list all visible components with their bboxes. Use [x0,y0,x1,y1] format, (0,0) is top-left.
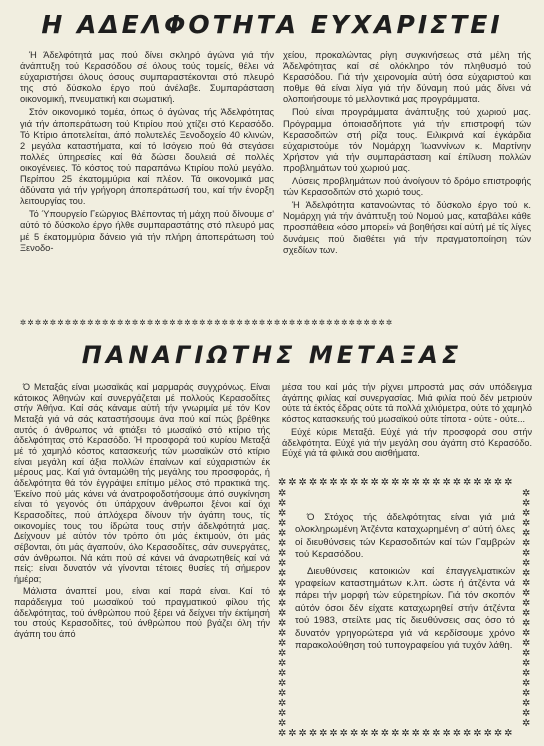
article2-left-column [14,382,270,738]
article1-paragraph: Λύσεις προβλημάτων πού άνοίγουν τό δρόμο επιστροφής τών Κερασοδιτών στό χωριό τους. [283,176,531,198]
article1-paragraph: Τό Ύπουργείο Γεώργιος Βλέποντας τή μάχη πού δίνουμε σ' αύτό τό δύσκολο έργο ήλθε συμπαραστάτης στό πλευρό μας μέ 5 έκατομμύρια δάνειο γιά τήν πλήρη άποπεράτωση τού Ξενοδο- [20,209,274,253]
article1-paragraph: Στόν οικονομικό τομέα, όπως ό άγώνας τής Άδελφότητας γιά τήν άποπεράτωση τού Κτιρίου πού χτίζει στό Κερασόδο. Τό Κτίριο άποτελείται, άπό πολυτελές Ξενοδοχείο 40 κλινών, 2 μεγάλα καταστήματα, καί τό Ισόγειο πού θά στεγάσει πολλές ύπηρεσίες καί θά δώσει δουλειά σέ πολλές οικογένειες. Τό κόστος τού παραπάνω Κτιρίου πολύ μεγάλο. Περίπου 25 έκατομμύρια καί πλέον. Τά οικονομικά μας άδύνατα γιά τήν γρήγορη άποπεράτωσή του, καί τήν ένορξη λειτουργίας του. [20,107,274,207]
article2-paragraph: Ό Μεταξάς είναι μωσαϊκάς καί μαρμαράς συγχρόνως. Είναι κάτοικος Άθηνών καί συνεργάζεται μέ πολλούς Κερασοδίτες στήν Άθήνα. Καί σάς κάναμε αύτή τήν γνωριμία μέ τόν Κον Μεταξά γιά νά σάς καταστήσουμε άνα πού καί πώς βρέθηκε αυτός ό άνθρωπος νά φτιάξει τό μωσαϊκό στό κτίριο τής άδελφότητας στό Κερασόδο. Ή προσφορά τού κυρίου Μεταξά μέ τό χαμηλό κόστος κατασκευής τών μωσαϊκών στό κτίριο είναι μεγάλη καί άξια πολλών έπαίνων καί εύχαριστιών έκ μέρους μας. Καί γιά όνταμώθη τής μεγάλης του προσφοράς, ή άδελφότητα θά τόν έγγράψει επίτιμο μέλος στό πρακτικά της. Έκείνο πού μάς κάνει νά άνατροφοδοτήσουμε άπό συγκίνηση είναι τό γεγονός ότι ύπάρχουν άνθρωποι ξένοι καί όχι Κερασοδίτες, πού άπλόχερα δίνουν τήν άγάπη τους, τίς οικονομίες τους του ίδρώτα τους στήν άδελφότητά μας. Δείχνουν μέ αύτόν τόν τρόπο ότι μάς έκτιμούν, ότι μάς σέβονται, ότι μάς άγαπούν, όλο Κερασοδίτες, σάν συνεργάτες, σάν άνθρωποι. Νά κάτι πού σέ κάνει νά άναρωτηθείς καί νά πείς: είναι δυνατόν νά γίνονται τέτοιες θυσίες τή σήμερον ήμέρα; [14,382,270,584]
agenda-notice-box [278,478,532,740]
notice-text [295,512,515,656]
article2-paragraph: Εύχέ κύριε Μεταξά. Εύχέ γιά τήν προσφορά σου στήν άδελφότητα. Εύχέ γιά τήν μεγάλη σου άγάπη στό Κερασόδο. Εύχέ γιά τά φιλικά σου αισθήματα. [282,426,532,459]
notice-border-right: ✲✲✲✲✲✲✲✲✲✲✲✲✲✲✲✲✲✲✲✲✲✲✲✲ [522,489,531,729]
article-title-panagiotis-metaxas: ΠΑΝΑΓΙΩΤΗΣ ΜΕΤΑΞΑΣ [81,341,463,369]
article1-paragraph: Ή Άδελφότητά μας πού δίνει σκληρό άγώνα γιά τήν άνάπτυξη τού Κερασόδου σέ όλους τούς τομείς, θέλει νά εύχαριστήσει όλους όσους συμπαραστέκονται στό πλευρό της στό δύσκολο έργο πού άνέλαβε. Συμπαράσταση οικονομική, πνευματική και σωματική. [20,50,274,105]
article1-right-column [283,50,531,320]
notice-border-top: ✲✲✲✲✲✲✲✲✲✲✲✲✲✲✲✲✲✲✲✲✲✲✲ [278,478,515,488]
article1-paragraph: Πού είναι προγράμματα άνάπτυξης τού χωριού μας. Πρόγραμμα όποιασδήποτε γιά τήν επιστροφή τών Κερασοδιτών στή ρίζα τους. Ειλικρινά καί έγκάρδια εύχαριστούμε τόν Νομάρχη Ίωαννίνων κ. Μαρτίνην Χρήστον γιά τήν συμπαράσταση καί έπίλυση πολλών προβλημάτων τού χωριού μας. [283,107,531,173]
notice-border-left: ✲✲✲✲✲✲✲✲✲✲✲✲✲✲✲✲✲✲✲✲✲✲✲✲ [278,489,287,729]
star-divider: ✲✲✲✲✲✲✲✲✲✲✲✲✲✲✲✲✲✲✲✲✲✲✲✲✲✲✲✲✲✲✲✲✲✲✲✲✲✲✲✲✲✲✲✲✲✲✲✲✲✲ [20,318,394,328]
article-title-brotherhood-thanks: Η ΑΔΕΛΦΟΤΗΤΑ ΕΥΧΑΡΙΣΤΕΙ [41,10,503,39]
notice-paragraph: Διευθύνσεις κατοικιών καί έπαγγελματικών γραφείων καταστημάτων κ.λπ. ώστε ή άτζέντα νά πάρει τήν μορφή τών εύρετηρίων. Γιά τόν σκοπόν αύτόν όσοι δέν είχατε καταχωρηθεί στήν άτζέντα τού 1983, στείλτε μας τίς διευθύνσεις σας όσο τό δυνατόν γρηγορώτερα γιά νά κερδίσουμε χρόνο παρακολούθηση τού τυπογραφείου γιά τυχόν λάθη. [295,565,515,652]
notice-paragraph: Ό Στόχος τής άδελφότητας είναι γιά μιά ολοκληρωμένη Άτζέντα καταχωρημένη σ' αύτή όλες οί διευθύνσεις τών Κερασοδιτών καί τών Γαμβρών τού Κερασόδου. [295,512,515,561]
article2-paragraph: μέσα του καί μάς τήν ρίχνει μπροστά μας σάν υπόδειγμα άγάπης φιλίας καί συνεργασίας. Μιά φιλία πού δέν μετριούν ούτε τά έκτός έδρας ούτε τά πολλά χιλιόμετρα, ούτε τό χαμηλό κόστος κατασκευής τού μωσαϊκού ούτε τίποτα - ούτε - ούτε... [282,382,532,425]
article1-paragraph: Ή Άδελφότητα κατανοώντας τό δύσκολο έργο τού κ. Νομάρχη γιά τήν άνάπτυξη τού Νομού μας, καταβάλει κάθε προσπάθεια «όσο μπορεί» νά βοηθήσει καί αύτή μέ τίς λίγες δυνάμεις πού διαθέτει γιά τήν πραγματοποίηση τών σχεδίων των. [283,200,531,255]
notice-border-bottom: ✲✲✲✲✲✲✲✲✲✲✲✲✲✲✲✲✲✲✲✲✲✲✲ [278,729,515,739]
article2-right-column [282,382,532,472]
article1-paragraph: χείου, προκαλώντας ρίγη συγκινήσεως στά μέλη τής Άδελφότητας καί σέ ολόκληρο τόν πληθυσμό τού Κερασόδου. Γιά τήν χειρονομία αύτή όσα εύχαριστού και ποθμε θά είναι λίγα γιά τήν δύναμη πού μάς δίνει νά ολοποιήσουμε τό μελλοντικά μας προγράμματα. [283,50,531,105]
article2-paragraph: Μάλιστα άναπτεί μου, είναι καί παρά είναι. Καί τό παράδειγμα τού μωσαϊκού τού πραγματικού φίλου τής άδελφότητας, τού άνθρώπου πού ξέρει νά δείχνει τήν έκτίμησή του στούς Κερασοδίτες, τού άνθρώπου πού βγάζει όλη τήν άγάπη του άπό [14,586,270,640]
article1-left-column [20,50,274,320]
